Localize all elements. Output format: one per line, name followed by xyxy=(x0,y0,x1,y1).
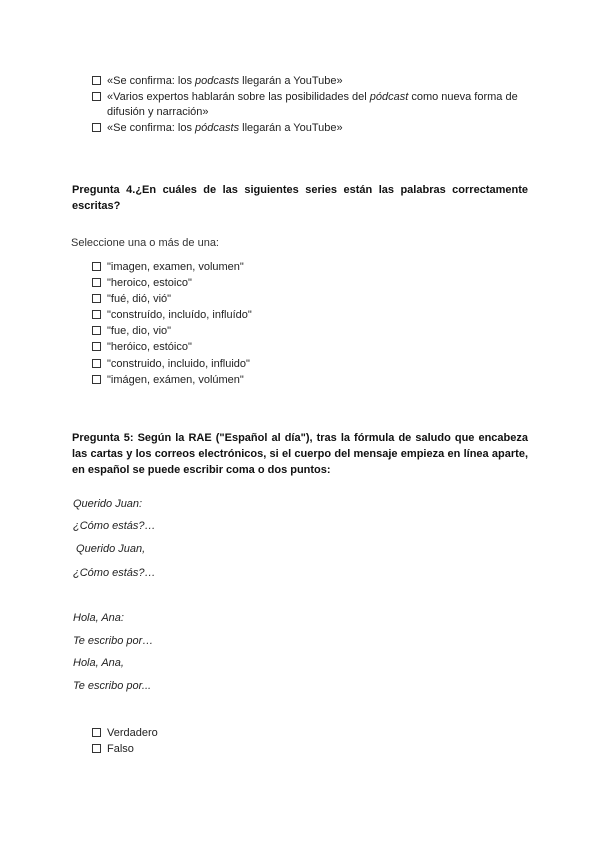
option-text: "construído, incluído, influído" xyxy=(107,309,252,321)
checkbox[interactable] xyxy=(92,375,101,384)
example-line: Te escribo por... xyxy=(73,680,152,692)
option-text: Verdadero xyxy=(107,727,158,739)
example-line: Hola, Ana: xyxy=(73,612,124,624)
option-text: "heroico, estoico" xyxy=(107,277,192,289)
example-line: ¿Cómo estás?… xyxy=(73,520,156,532)
checkbox[interactable] xyxy=(92,310,101,319)
checkbox[interactable] xyxy=(92,744,101,753)
q5-option-true[interactable] xyxy=(92,726,532,741)
option-text: "imágen, exámen, volúmen" xyxy=(107,374,244,386)
example-line: Hola, Ana, xyxy=(73,657,124,669)
checkbox[interactable] xyxy=(92,76,101,85)
q4-option-4[interactable] xyxy=(92,308,532,323)
checkbox[interactable] xyxy=(92,359,101,368)
option-text: "construido, incluido, influido" xyxy=(107,358,250,370)
checkbox[interactable] xyxy=(92,92,101,101)
q3-option-2[interactable] xyxy=(92,90,532,120)
option-text: "imagen, examen, volumen" xyxy=(107,261,244,273)
q5-option-false[interactable] xyxy=(92,742,532,757)
q4-option-2[interactable] xyxy=(92,276,532,291)
q4-option-1[interactable] xyxy=(92,260,532,275)
option-text: «Se confirma: los podcasts llegarán a YouTube» xyxy=(107,75,343,87)
q4-option-8[interactable] xyxy=(92,373,532,388)
option-text: "fué, dió, vió" xyxy=(107,293,172,305)
example-line: ¿Cómo estás?… xyxy=(73,567,156,579)
option-text: Falso xyxy=(107,743,134,755)
example-line: Te escribo por… xyxy=(73,635,154,647)
option-text: "heróico, estóico" xyxy=(107,341,192,353)
checkbox[interactable] xyxy=(92,728,101,737)
checkbox[interactable] xyxy=(92,326,101,335)
checkbox[interactable] xyxy=(92,342,101,351)
question-4-title: Pregunta 4.¿En cuáles de las siguientes series están las palabras correctamente escritas? xyxy=(72,184,528,212)
q3-option-1[interactable] xyxy=(92,74,532,89)
q4-option-5[interactable] xyxy=(92,324,532,339)
checkbox[interactable] xyxy=(92,278,101,287)
checkbox[interactable] xyxy=(92,123,101,132)
option-text: «Varios expertos hablarán sobre las posibilidades del pódcast como nueva forma de difusión y narración» xyxy=(107,91,518,118)
option-text: "fue, dio, vio" xyxy=(107,325,172,337)
q4-option-3[interactable] xyxy=(92,292,532,307)
checkbox[interactable] xyxy=(92,262,101,271)
example-line: Querido Juan: xyxy=(73,498,143,510)
checkbox[interactable] xyxy=(92,294,101,303)
question-4-instruction: Seleccione una o más de una: xyxy=(71,237,219,249)
question-5-title: Pregunta 5: Según la RAE ("Español al día"), tras la fórmula de saludo que encabeza las cartas y los correos electrónicos, si el cuerpo del mensaje empieza en línea aparte, en español se puede escribir coma o dos puntos: xyxy=(72,432,528,476)
q4-option-6[interactable] xyxy=(92,340,532,355)
q4-option-7[interactable] xyxy=(92,357,532,372)
q3-option-3[interactable] xyxy=(92,121,532,136)
example-line: Querido Juan, xyxy=(73,543,146,555)
option-text: «Se confirma: los pódcasts llegarán a YouTube» xyxy=(107,122,343,134)
